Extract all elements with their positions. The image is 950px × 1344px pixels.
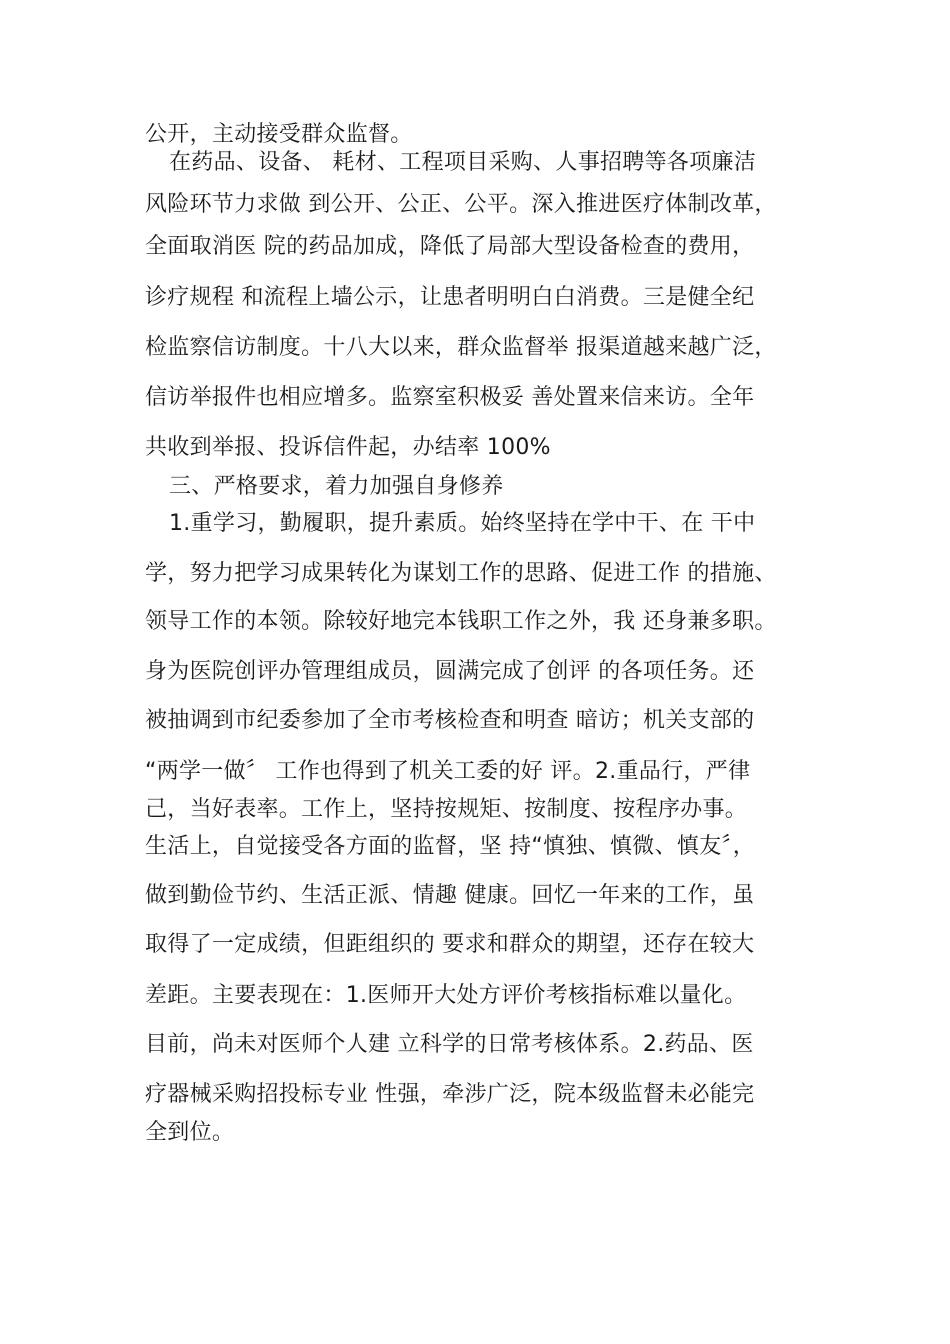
text-line: 领导工作的本领。除较好地完本钱职工作之外，我 还身兼多职。 (145, 609, 777, 634)
text-line: 共收到举报、投诉信件起，办结率 100% (145, 435, 551, 460)
section-heading: 三、严格要求，着力加强自身修养 (169, 474, 504, 499)
text-line: 全到位。 (145, 1120, 235, 1145)
text-line: 疗器械采购招投标专业 性强，牵涉广泛，院本级监督未必能完 (145, 1082, 755, 1107)
text-line: 身为医院创评办管理组成员，圆满完成了创评 的各项任务。还 (145, 659, 755, 684)
text-line: 做到勤俭节约、生活正派、情趣 健康。回忆一年来的工作，虽 (145, 883, 755, 908)
text-line: 在药品、设备、 耗材、工程项目采购、人事招聘等各项廉洁 (169, 150, 757, 175)
text-line: 公开，主动接受群众监督。 (145, 122, 413, 147)
text-line: 信访举报件也相应增多。监察室积极妥 善处置来信来访。全年 (145, 385, 755, 410)
text-line: 差距。主要表现在：1.医师开大处方评价考核指标难以量化。 (145, 983, 747, 1008)
text-line: 被抽调到市纪委参加了全市考核检查和明查 暗访；机关支部的 (145, 708, 755, 733)
text-line: 1.重学习，勤履职，提升素质。始终坚持在学中干、在 干中 (169, 511, 756, 536)
text-line: 风险环节力求做 到公开、公正、公平。深入推进医疗体制改革， (145, 192, 777, 217)
text-line: 全面取消医 院的药品加成，降低了局部大型设备检查的费用， (145, 234, 755, 259)
text-line: 己，当好表率。工作上，坚持按规矩、按制度、按程序办事。 (145, 797, 748, 822)
text-line: 诊疗规程 和流程上墙公示，让患者明明白白消费。三是健全纪 (145, 285, 755, 310)
text-line: 目前，尚未对医师个人建 立科学的日常考核体系。2.药品、医 (145, 1032, 754, 1057)
text-line: “两学一做〞 工作也得到了机关工委的好 评。2.重品行，严律 (145, 759, 751, 784)
text-line: 取得了一定成绩，但距组织的 要求和群众的期望，还存在较大 (145, 932, 755, 957)
text-line: 检监察信访制度。十八大以来，群众监督举 报渠道越来越广泛， (145, 335, 777, 360)
text-line: 生活上，自觉接受各方面的监督，坚 持“慎独、慎微、慎友〞， (145, 834, 756, 859)
text-line: 学，努力把学习成果转化为谋划工作的思路、促进工作 的措施、 (145, 561, 777, 586)
